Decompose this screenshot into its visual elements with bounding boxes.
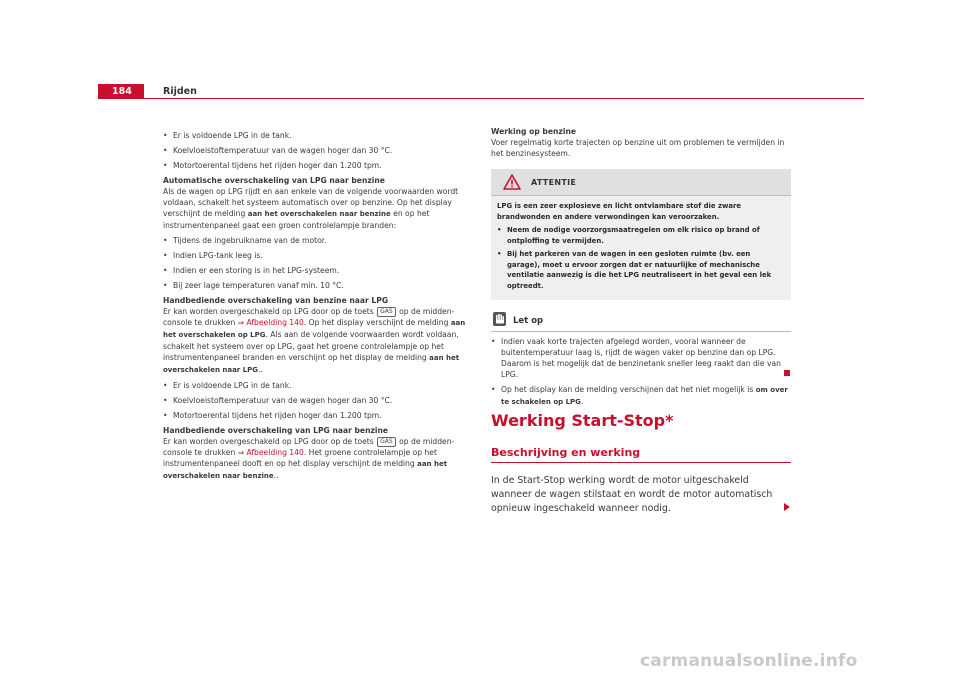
- display-message: om over te schakelen op LPG: [501, 386, 788, 406]
- list-item: • Op het display kan de melding verschijnen dat het niet mogelijk is om over te schakelen op LPG.: [491, 384, 791, 408]
- paragraph: Als de wagen op LPG rijdt en aan enkele van de volgende voorwaarden wordt voldaan, schakelt het systeem automatisch over op benzine. Op het display verschijnt de melding aan het overschakelen naar benzine en op het instrumentenpaneel gaat een groen controlelampje branden:: [163, 187, 459, 230]
- chapter-title: Rijden: [163, 86, 197, 97]
- list-item: • Neem de nodige voorzorgsmaatregelen om elk risico op brand of ontploffing te vermijden.: [497, 225, 785, 246]
- section-title: Werking Start-Stop*: [491, 411, 674, 430]
- display-message: aan het overschakelen op LPG: [163, 319, 466, 339]
- note-header: [491, 312, 791, 330]
- list-item: • Er is voldoende LPG in de tank.: [163, 380, 468, 391]
- list-item: • Koelvloeistoftemperatuur van de wagen hoger dan 30 °C.: [163, 395, 468, 406]
- paragraph: Er kan worden overgeschakeld op LPG door op de toets GAS op de midden-console te drukken ⇒ Afbeelding 140. Het groene controlelampje op het instrumentenpaneel dooft en op het display verschijnt de melding aan het overschakelen naar benzine..: [163, 437, 455, 480]
- section-heading: Werking op benzine: [491, 127, 577, 136]
- list-item: • Bij zeer lage temperaturen vanaf min. 10 °C.: [163, 280, 468, 291]
- note-title: Let op: [513, 316, 544, 326]
- subsection-rule: [491, 462, 791, 463]
- note-divider: [491, 331, 791, 332]
- display-message: aan het overschakelen naar benzine: [247, 210, 391, 218]
- list-item: • Koelvloeistoftemperatuur van de wagen hoger dan 30 °C.: [163, 145, 468, 156]
- list-item: • Indien vaak korte trajecten afgelegd worden, vooral wanneer de buitentemperatuur laag is, rijdt de wagen vaker op benzine dan op LPG. Daarom is het mogelijk dat de benzinetank sneller leeg raakt dan die van LPG.: [491, 336, 791, 380]
- paragraph: Voer regelmatig korte trajecten op benzine uit om problemen te vermijden in het benzinesysteem.: [491, 138, 785, 158]
- list-item: • Indien er een storing is in het LPG-systeem.: [163, 265, 468, 276]
- list-item: • Tijdens de ingebruikname van de motor.: [163, 235, 468, 246]
- display-message: aan het overschakelen naar LPG: [163, 354, 460, 374]
- note-hand-icon: [493, 312, 506, 326]
- left-column: [163, 126, 468, 486]
- intro-paragraph: In de Start-Stop werking wordt de motor uitgeschakeld wanneer de wagen stilstaat en wordt de motor automatisch opnieuw ingeschakeld wanneer nodig.: [491, 475, 773, 514]
- section-heading: Handbediende overschakeling van benzine naar LPG: [163, 296, 389, 305]
- list-item: • Motortoerental tijdens het rijden hoger dan 1.200 tpm.: [163, 410, 468, 421]
- warning-intro: LPG is een zeer explosieve en licht ontvlambare stof die zware brandwonden en andere verwondingen kan veroorzaken.: [497, 202, 742, 221]
- paragraph: Er kan worden overgeschakeld op LPG door op de toets GAS op de midden-console te drukken ⇒ Afbeelding 140. Op het display verschijnt de melding aan het overschakelen op LPG. Als aan de volgende voorwaarden wordt voldaan, schakelt het systeem over op LPG, gaat het groene controlelampje op het instrumentenpaneel branden en verschijnt op het display de melding aan het overschakelen naar LPG..: [163, 307, 466, 374]
- warning-triangle-icon: [503, 174, 521, 190]
- footer-watermark: carmanualsonline.info: [640, 651, 858, 671]
- subsection-title: Beschrijving en werking: [491, 446, 641, 459]
- figure-link[interactable]: ⇒ Afbeelding 140: [237, 318, 304, 327]
- list-item: • Indien LPG-tank leeg is.: [163, 250, 468, 261]
- warning-box: [491, 169, 791, 300]
- figure-link[interactable]: ⇒ Afbeelding 140: [237, 448, 304, 457]
- warning-header: [491, 169, 791, 196]
- list-item: • Motortoerental tijdens het rijden hoger dan 1.200 tpm.: [163, 160, 468, 171]
- warning-body: [491, 196, 791, 300]
- continue-arrow-icon: [784, 503, 790, 511]
- list-item: • Er is voldoende LPG in de tank.: [163, 130, 468, 141]
- page-number: 184: [98, 84, 144, 99]
- gas-key-icon: GAS: [377, 437, 396, 447]
- right-column: [491, 126, 791, 412]
- display-message: aan het overschakelen naar benzine: [163, 460, 448, 480]
- warning-title: ATTENTIE: [531, 178, 577, 187]
- section-heading: Handbediende overschakeling van LPG naar benzine: [163, 426, 389, 435]
- section-end-marker: [784, 370, 790, 376]
- list-item: • Bij het parkeren van de wagen in een gesloten ruimte (bv. een garage), moet u ervoor zorgen dat er natuurlijke of mechanische ventilatie aanwezig is die het LPG neutraliseert in het geval een lek optreedt.: [497, 249, 785, 291]
- header-rule: [144, 98, 864, 99]
- gas-key-icon: GAS: [377, 307, 396, 317]
- section-heading: Automatische overschakeling van LPG naar benzine: [163, 176, 385, 185]
